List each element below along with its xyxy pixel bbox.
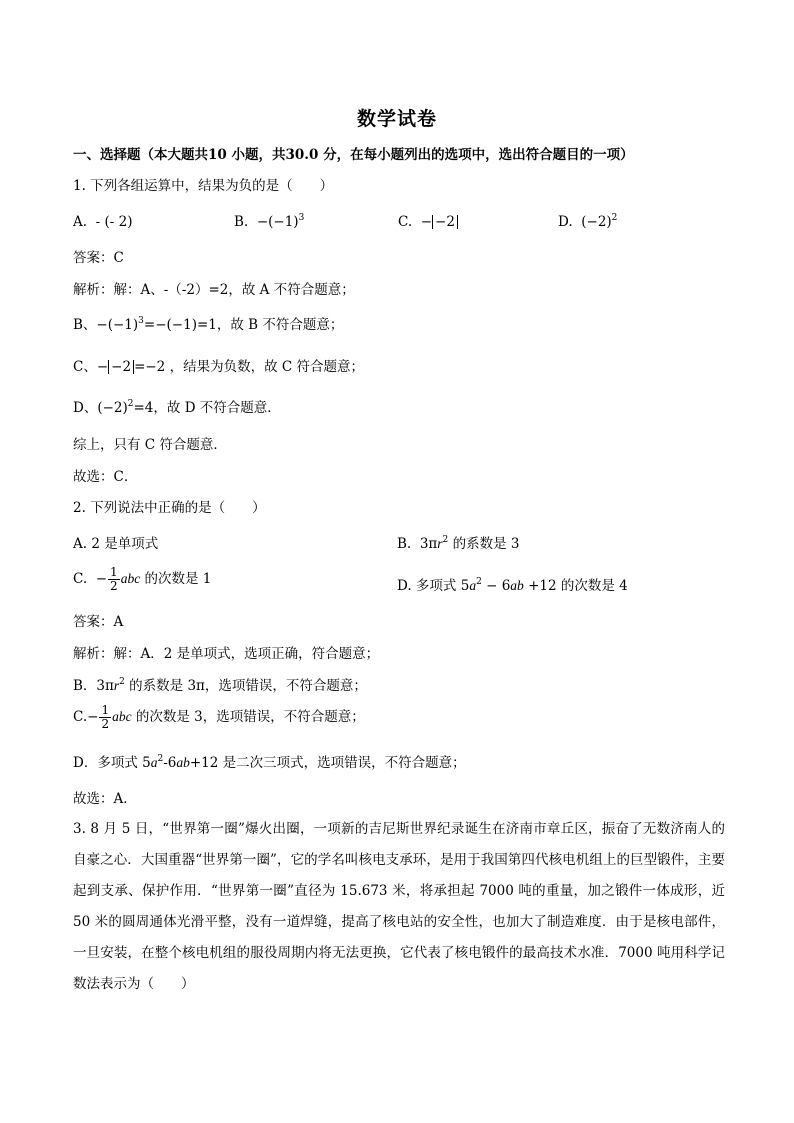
q1-stem: 1. 下列各组运算中，结果为负的是（ ） xyxy=(73,178,334,194)
q1-option-d: D. $(-2)^2$ xyxy=(558,213,618,230)
q2-option-c: C. − $\frac{1}{2}$ abc 的次数是 1 xyxy=(73,565,212,593)
page-title: 数学试卷 xyxy=(356,108,437,130)
section-heading: 一、选择题（本大题共10 小题，共30.0 分，在每小题列出的选项中，选出符合题目的一项） xyxy=(73,147,634,163)
q1-analysis-d: D、$(-2)^2=4$，故 D 不符合题意． xyxy=(73,399,281,416)
q2-option-b: B. $3\pi r^2$ 的系数是 3 xyxy=(397,535,520,552)
q2-analysis-c: C.− $\frac{1}{2}$ abc 的次数是 3，选项错误，不符合题意； xyxy=(73,703,365,731)
q2-analysis-b: B．$3\pi r^2$ 的系数是 3π，选项错误，不符合题意； xyxy=(73,677,367,694)
q1-option-b: B. $-(-1)^3$ xyxy=(234,213,305,230)
q2-choice: 故选：A． xyxy=(73,791,137,807)
q2-analysis-d: D．多项式 $5a^2-6ab+12$ 是二次三项式，选项错误，不符合题意； xyxy=(73,754,466,771)
q1-analysis-b: B、$-(-1)^3=-(-1)=1$，故 B 不符合题意； xyxy=(73,316,344,333)
fraction-one-half: $\frac{1}{2}$ xyxy=(101,703,110,731)
q1-analysis-c: C、− −2 =−2 ，结果为负数，故 C 符合题意； xyxy=(73,359,364,375)
q2-stem: 2. 下列说法中正确的是（ ） xyxy=(73,500,266,516)
q1-answer: 答案：C xyxy=(73,250,124,266)
q2-option-d: D. 多项式 $5a^2 - 6ab +12$ 的次数是 4 xyxy=(397,577,628,594)
q2-answer: 答案：A xyxy=(73,614,124,630)
q2-option-a: A. 2 是单项式 xyxy=(73,536,159,552)
q1-option-c: C. − −2 xyxy=(398,213,458,231)
q1-option-a: A. - (- 2) xyxy=(73,214,133,230)
q1-choice: 故选：C． xyxy=(73,469,138,485)
q2-analysis-a: 解析：解：A．2 是单项式，选项正确，符合题意； xyxy=(73,646,380,662)
absolute-value: −2 xyxy=(108,360,134,374)
absolute-value: −2 xyxy=(432,215,458,229)
q1-summary: 综上，只有 C 符合题意． xyxy=(73,437,227,453)
q3-stem: 3. 8 月 5 日，“世界第一圈”爆火出圈，一项新的吉尼斯世界纪录诞生在济南市章丘区，振奋了无数济南人的自豪之心．大国重器“世界第一圈”，它的学名叫核电支承环，是用于我国第四代核电机组上的巨型锻件，主要起到支承、保护作用．“世界第一圈”直径为 15.673 米，将承担起 7000 吨的重量，加之锻件一体成形，近 50 米的圆周通体光滑平整，没有一道焊缝，提高了核电站的安全性，也加大了制造难度．由于是核电部件，一旦安装，在整个核电机组的服役周期内将无法更换，它代表了核电锻件的最高技术水准．7000 吨用科学记数法表示为（ ） xyxy=(73,821,725,992)
q1-analysis-a: 解析：解：A、-（-2）=2，故 A 不符合题意； xyxy=(73,282,355,298)
fraction-one-half: $\frac{1}{2}$ xyxy=(110,565,118,593)
